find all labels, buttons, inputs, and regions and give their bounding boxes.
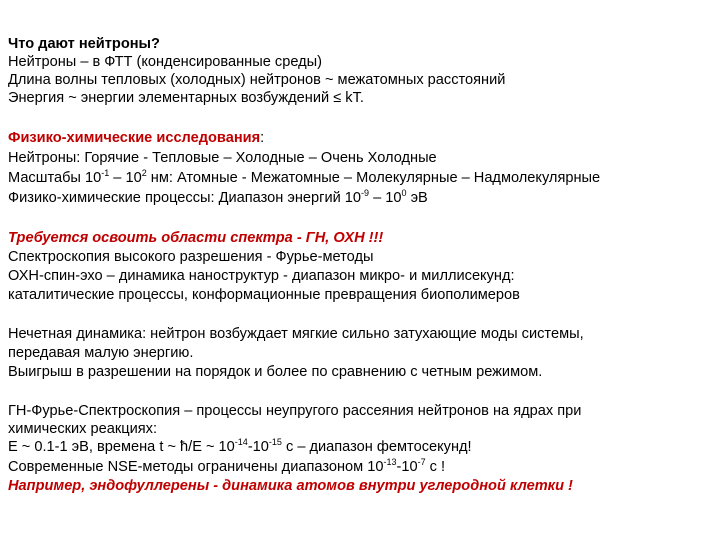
- text-line: Энергия ~ энергии элементарных возбуждений ≤ kT.: [8, 90, 364, 106]
- text-line-energy-range: [8, 189, 428, 207]
- superscript: -7: [417, 457, 426, 467]
- text-line: ОХН-спин-эхо – динамика наноструктур - диапазон микро- и миллисекунд:: [8, 268, 515, 284]
- text-line: ГН-Фурье-Спектроскопия – процессы неупругого рассеяния нейтронов на ядрах при: [8, 403, 582, 419]
- text-fragment: нм: Атомные - Межатомные – Молекулярные – Надмолекулярные: [146, 170, 601, 186]
- text-line: Выигрыш в разрешении на порядок и более по сравнению с четным режимом.: [8, 364, 543, 380]
- superscript: 2: [141, 168, 147, 178]
- highlight-endofullerenes: Например, эндофуллерены - динамика атомов внутри углеродной клетки !: [8, 478, 573, 494]
- text-fragment: с !: [425, 459, 446, 475]
- text-line: Спектроскопия высокого разрешения - Фурье-методы: [8, 249, 374, 265]
- superscript: -14: [234, 437, 248, 447]
- text-line: Нейтроны – в ФТТ (конденсированные среды): [8, 54, 322, 70]
- superscript: -15: [268, 437, 282, 447]
- text-fragment: Масштабы 10: [8, 170, 102, 186]
- heading-spectrum-regions: Требуется освоить области спектра - ГН, ОХН !!!: [8, 230, 384, 246]
- superscript: 0: [401, 188, 407, 198]
- superscript: -13: [383, 457, 397, 467]
- text-line: Нечетная динамика: нейтрон возбуждает мягкие сильно затухающие моды системы,: [8, 326, 584, 342]
- text-line-nse-methods: [8, 458, 445, 476]
- text-fragment: Современные NSE-методы ограничены диапазоном 10: [8, 459, 384, 475]
- text-fragment: -10: [247, 439, 269, 455]
- superscript: -9: [361, 188, 370, 198]
- text-fragment: с – диапазон фемтосекунд!: [281, 439, 472, 455]
- text-fragment: -10: [396, 459, 418, 475]
- text-line: Нейтроны: Горячие - Тепловые – Холодные – Очень Холодные: [8, 150, 437, 166]
- text-fragment: – 10: [109, 170, 142, 186]
- text-line: передавая малую энергию.: [8, 345, 194, 361]
- text-fragment: – 10: [369, 190, 402, 206]
- text-line: химических реакциях:: [8, 421, 158, 437]
- heading-what-neutrons-give: Что дают нейтроны?: [8, 36, 160, 52]
- heading-physchem-research: [8, 129, 264, 147]
- text-line: каталитические процессы, конформационные превращения биополимеров: [8, 287, 520, 303]
- text-line-scales: [8, 169, 600, 187]
- text-fragment: E ~ 0.1-1 эВ, времена t ~ ħ/E ~ 10: [8, 439, 235, 455]
- superscript: -1: [101, 168, 110, 178]
- heading-text: Физико-химические исследования: [8, 130, 261, 146]
- text-fragment: эВ: [406, 190, 428, 206]
- text-line-femtosecond: [8, 438, 472, 456]
- text-line: Длина волны тепловых (холодных) нейтронов ~ межатомных расстояний: [8, 72, 506, 88]
- text-fragment: Физико-химические процессы: Диапазон энергий 10: [8, 190, 362, 206]
- heading-colon: :: [260, 130, 265, 146]
